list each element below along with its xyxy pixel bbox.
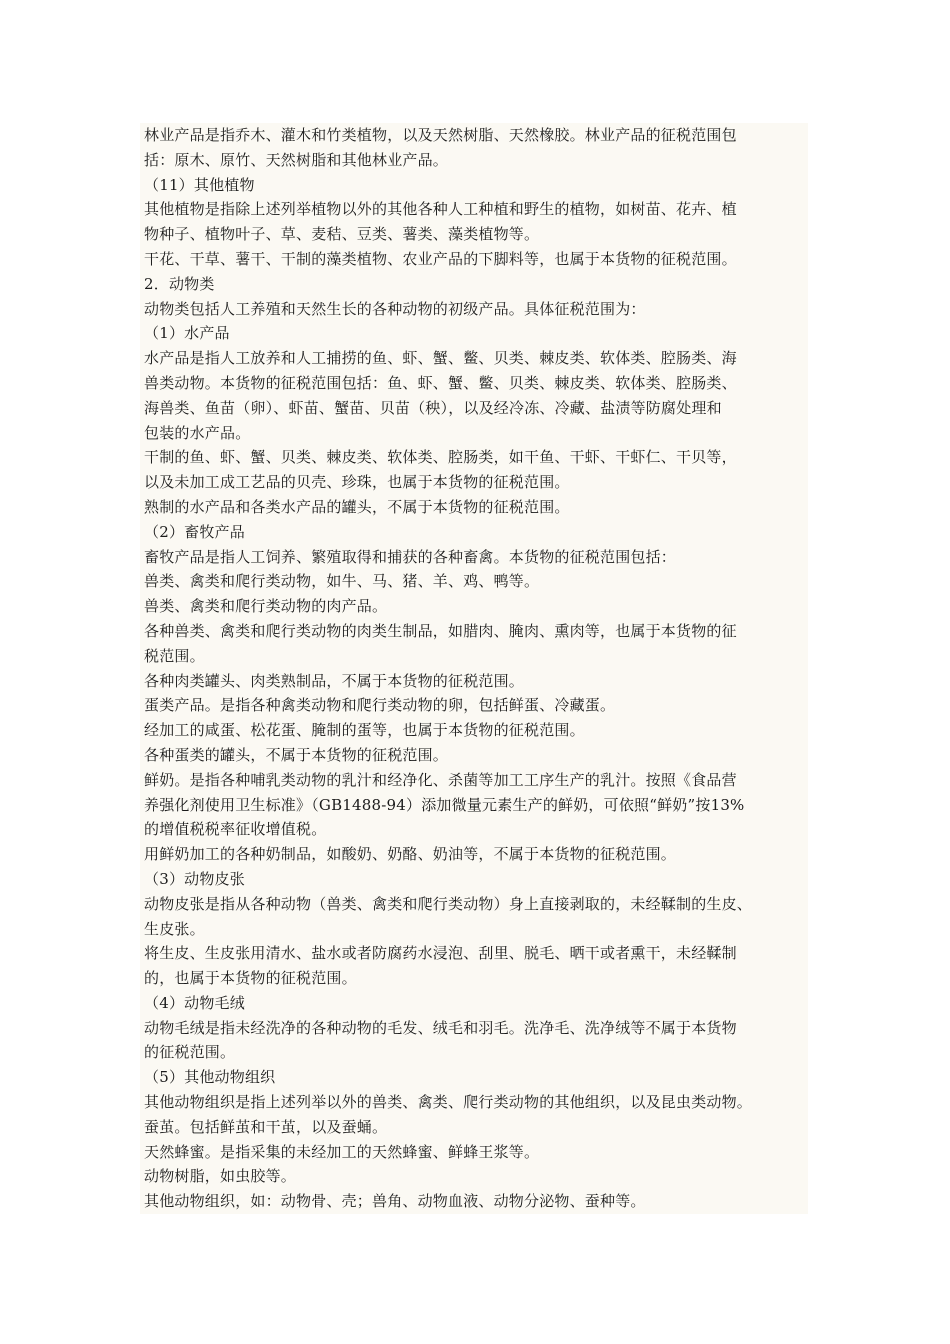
text-line: 兽类、禽类和爬行类动物的肉产品。 xyxy=(144,597,388,616)
text-line: 天然蜂蜜。是指采集的未经加工的天然蜂蜜、鲜蜂王浆等。 xyxy=(144,1142,540,1161)
text-line: 动物皮张是指从各种动物（兽类、禽类和爬行类动物）身上直接剥取的，未经鞣制的生皮、 xyxy=(144,894,753,913)
text-line: 的，也属于本货物的征税范围。 xyxy=(144,969,357,988)
text-line: 动物树脂，如虫胶等。 xyxy=(144,1167,297,1186)
text-line: 林业产品是指乔木、灌木和竹类植物，以及天然树脂、天然橡胶。林业产品的征税范围包 xyxy=(144,126,737,144)
text-line: 鲜奶。是指各种哺乳类动物的乳汁和经净化、杀菌等加工工序生产的乳汁。按照《食品营 xyxy=(144,770,737,789)
text-line: 养强化剂使用卫生标准》（GB1488-94）添加微量元素生产的鲜奶，可依照“鲜奶”按13% xyxy=(144,795,745,814)
text-line: 水产品是指人工放养和人工捕捞的鱼、虾、蟹、鳖、贝类、棘皮类、软体类、腔肠类、海 xyxy=(144,349,737,368)
text-line: 干花、干草、薯干、干制的藻类植物、农业产品的下脚料等，也属于本货物的征税范围。 xyxy=(144,249,737,268)
text-line: 各种肉类罐头、肉类熟制品，不属于本货物的征税范围。 xyxy=(144,671,525,690)
text-line: 用鲜奶加工的各种奶制品，如酸奶、奶酪、奶油等，不属于本货物的征税范围。 xyxy=(144,845,677,864)
text-line: 将生皮、生皮张用清水、盐水或者防腐药水浸泡、刮里、脱毛、晒干或者熏干，未经鞣制 xyxy=(144,944,737,963)
section-heading: （3）动物皮张 xyxy=(144,869,245,888)
text-line: 动物毛绒是指未经洗净的各种动物的毛发、绒毛和羽毛。洗净毛、洗净绒等不属于本货物 xyxy=(144,1018,737,1037)
text-line: 兽类、禽类和爬行类动物，如牛、马、猪、羊、鸡、鸭等。 xyxy=(144,572,540,591)
section-heading: （5）其他动物组织 xyxy=(144,1068,276,1087)
text-line: 的增值税税率征收增值税。 xyxy=(144,820,327,839)
text-line: 熟制的水产品和各类水产品的罐头，不属于本货物的征税范围。 xyxy=(144,497,570,516)
text-line: 蚕茧。包括鲜茧和干茧，以及蚕蛹。 xyxy=(144,1117,388,1136)
text-line: 干制的鱼、虾、蟹、贝类、棘皮类、软体类、腔肠类，如干鱼、干虾、干虾仁、干贝等， xyxy=(144,448,737,467)
text-line: 括：原木、原竹、天然树脂和其他林业产品。 xyxy=(144,150,449,169)
text-line: 各种蛋类的罐头，不属于本货物的征税范围。 xyxy=(144,745,449,764)
text-line: 以及未加工成工艺品的贝壳、珍珠，也属于本货物的征税范围。 xyxy=(144,473,570,492)
section-heading: 2．动物类 xyxy=(144,274,215,293)
text-line: 物种子、植物叶子、草、麦秸、豆类、薯类、藻类植物等。 xyxy=(144,225,540,244)
text-line: 蛋类产品。是指各种禽类动物和爬行类动物的卵，包括鲜蛋、冷藏蛋。 xyxy=(144,696,616,715)
section-heading: （11）其他植物 xyxy=(144,175,255,194)
text-line: 各种兽类、禽类和爬行类动物的肉类生制品，如腊肉、腌肉、熏肉等，也属于本货物的征 xyxy=(144,621,737,640)
section-heading: （1）水产品 xyxy=(144,324,230,343)
text-line: 畜牧产品是指人工饲养、繁殖取得和捕获的各种畜禽。本货物的征税范围包括： xyxy=(144,547,677,566)
section-heading: （4）动物毛绒 xyxy=(144,993,245,1012)
text-line: 其他植物是指除上述列举植物以外的其他各种人工种植和野生的植物，如树苗、花卉、植 xyxy=(144,200,737,219)
text-line: 其他动物组织是指上述列举以外的兽类、禽类、爬行类动物的其他组织，以及昆虫类动物。 xyxy=(144,1093,753,1112)
text-line: 海兽类、鱼苗（卵）、虾苗、蟹苗、贝苗（秧），以及经冷冻、冷藏、盐渍等防腐处理和 xyxy=(144,398,722,417)
text-line: 其他动物组织，如：动物骨、壳；兽角、动物血液、动物分泌物、蚕种等。 xyxy=(144,1192,646,1211)
section-heading: （2）畜牧产品 xyxy=(144,522,245,541)
text-line: 经加工的咸蛋、松花蛋、腌制的蛋等，也属于本货物的征税范围。 xyxy=(144,721,585,740)
text-line: 税范围。 xyxy=(144,646,205,665)
text-line: 兽类动物。本货物的征税范围包括：鱼、虾、蟹、鳖、贝类、棘皮类、软体类、腔肠类、 xyxy=(144,373,737,392)
text-line: 生皮张。 xyxy=(144,919,205,938)
text-line: 动物类包括人工养殖和天然生长的各种动物的初级产品。具体征税范围为： xyxy=(144,299,646,318)
document-body xyxy=(140,123,808,1214)
text-line: 包装的水产品。 xyxy=(144,423,251,442)
text-line: 的征税范围。 xyxy=(144,1043,236,1062)
